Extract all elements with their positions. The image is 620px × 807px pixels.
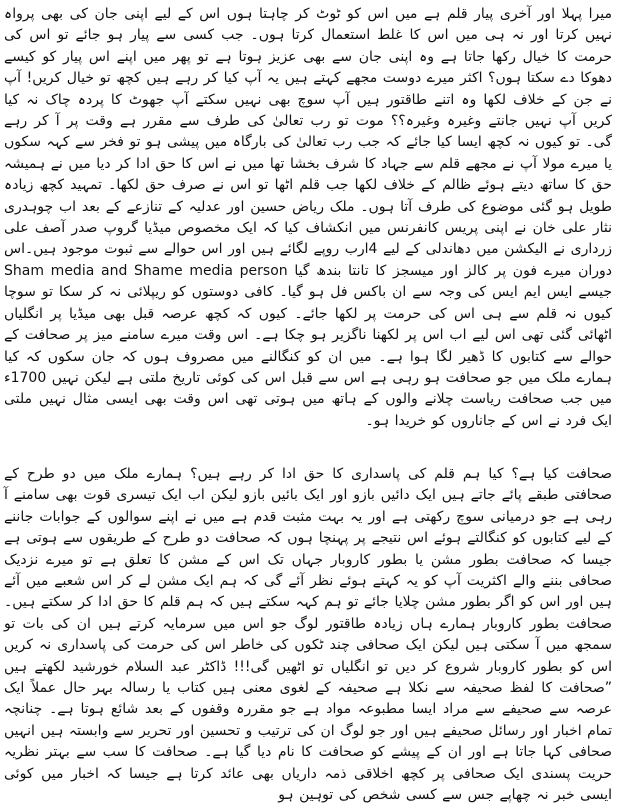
article-paragraph-2: صحافت کیا ہے؟ کیا ہم قلم کی پاسداری کا حق ادا کر رہے ہیں؟ ہمارے ملک میں دو طرح کے صحافتی طبقے پائے جاتے ہیں ایک دائیں بازو اور ایک بائیں بازو لیکن اب ایک تیسری قوت بھی سامنے آ رہی ہے جو درمیانی سوچ رکھتی ہے اور یہ بہت مثبت قدم ہے میں نے اپنے سوالوں کے جوابات جاننے کے لیے کتابوں کو کنگالتے ہوئے اس نتیجے پر پہنچا ہوں کہ صحافت دو طرح کے طریقوں سے ہوتی ہے جیسا کہ صحافت بطور مشن یا بطور کاروبار جہاں تک اس کے مشن کا تعلق ہے تو میرے نزدیک صحافی بننے والے اکثریت آپ کو یہ کہتے ہوئے نظر آئے گی کہ ہم ایک مشن لے کر اس شعبے میں آئے ہیں اور اس کو اگر بطور مشن چلایا جائے تو ہم کہہ سکتے ہیں کہ ہم قلم کا حق ادا کر سکتے ہیں۔ صحافت بطور کاروبار ہمارے ہاں زیادہ طاقتور لوگ جو اس میں سرمایہ کرتے ہیں ان کی بات تو سمجھ میں آ سکتی ہیں لیکن ایک صحافی چند ٹکوں کی خاطر اس کی حرمت کی پاسداری نہ کریں اس کو بطور کاروبار شروع کر دیں تو انگلیاں تو اٹھیں گی!!! ڈاکٹر عبد السلام خورشید لکھتے ہیں ”صحافت کا لفظ صحیفہ سے نکلا ہے صحیفہ کے لغوی معنی ہیں کتاب یا رسالہ بہر حال عملاً ایک عرصہ سے صحیفے سے مراد ایسا مطبوعہ مواد ہے جو مقررہ وقفوں کے بعد شائع ہوتا ہے۔ چنانچہ تمام اخبار اور رسائل صحیفے ہیں اور جو لوگ ان کی ترتیب و تحسین اور تحریر سے وابستہ ہیں انہیں صحافی کہا جاتا ہے اور ان کے پیشے کو صحافت کا نام دیا گیا ہے۔ صحافت کا سب سے بہتر نظریہ حریت پسندی ایک صحافی پر کچھ اخلاقی ذمہ داریاں بھی عائد کرتا ہے جیسا کہ اخبار میں کوئی ایسی خبر نہ چھاپے جس سے کسی شخص کی توہین ہو <box>4 466 612 804</box>
article-paragraph-1: میرا پہلا اور آخری پیار قلم ہے میں اس کو ٹوٹ کر چاہتا ہوں اس کے لیے اپنی جان کی بھی پرواہ نہیں کرتا اور نہ ہی میں اس کا غلط استعمال کرتا ہوں۔ جب کسی سے پیار ہو جائے تو اس کی حرمت کا خیال رکھا جاتا ہے وہ اپنی جان سے بھی عزیز ہوتا ہے تو پھر میں اپنے اس پیار کو کیسے دھوکا دے سکتا ہوں؟ اکثر میرے دوست مجھے کہتے ہیں یہ آپ کیا کر رہے ہیں کچھ تو خیال کریں! آپ نے جن کے خلاف لکھا وہ اتنے طاقتور ہیں آپ سوچ بھی نہیں سکتے آپ جھوٹ کا پردہ چاک نہ کیا کریں آپ نہیں جانتے وغیرہ وغیرہ؟؟ موت تو رب تعالیٰ کی طرف سے مقرر ہے وقت پر آ کر رہے گی۔ تو کیوں نہ کچھ ایسا کیا جائے کہ جب رب تعالیٰ کی بارگاہ میں پیشی ہو تو فخر سے کہہ سکوں یا میرے مولا آپ نے مجھے قلم سے جہاد کا شرف بخشا تھا میں نے اس کا حق ادا کر دیا میں نے ہمیشہ حق کا ساتھ دیتے ہوئے ظالم کے خلاف لکھا جب قلم اٹھا تو اس نے صرف حق لکھا۔ تمہید کچھ زیادہ طویل ہو گئی موضوع کی طرف آتا ہوں۔ ملک ریاض حسین اور عدلیہ کے تنازعے کے بعد اب چوہدری نثار علی خان نے اپنی پریس کانفرنس میں انکشاف کیا کہ ایک مخصوص میڈیا گروپ صدر آصف علی زرداری نے الیکشن میں دھاندلی کے لیے 4ارب روپے لگائے ہیں اور اس حوالے سے ثبوت موجود ہیں۔اس دوران میرے فون پر کالز اور میسجز کا تانتا بندھ گیا Sham media and Shame media person جیسے ایس ایم ایس کی وجہ سے ان باکس فل ہو گیا۔ کافی دوستوں کو ریپلائی نہ کر سکا تو سوچا کیوں نہ قلم سے ہی اس کی حرمت پر لکھا جائے۔ کیوں کہ کچھ عرصہ قبل بھی میڈیا پر انگلیاں اٹھائی گئی تھی اس لیے اب اس پر لکھنا ناگزیر ہو چکا ہے۔ اس وقت میرے سامنے میز پر صحافت کے حوالے سے کتابوں کا ڈھیر لگا ہوا ہے۔ میں ان کو کنگالنے میں مصروف ہوں کہ جان سکوں کہ کیا ہمارے ملک میں جو صحافت ہو رہی ہے اس سے قبل اس کی کوئی تاریخ ملتی ہے لیکن نہیں 1700ء میں جب صحافت ریاست چلانے والوں کے ہاتھ میں ہوتی تھی اس وقت بھی ایسی مثال نہیں ملتی ایک فرد نے اس کے جاناروں کو خریدا ہو۔ <box>4 6 612 429</box>
